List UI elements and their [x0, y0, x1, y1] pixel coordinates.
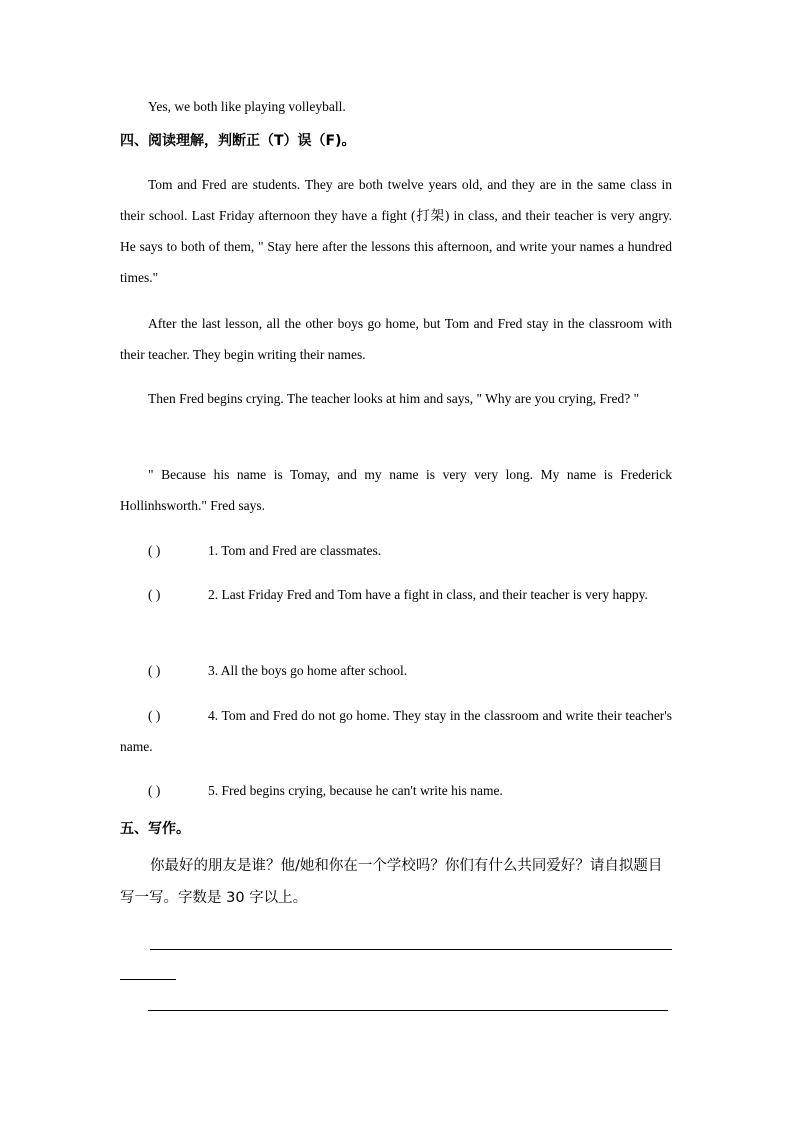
- question-4: [120, 700, 672, 762]
- question-3-text: 3. All the boys go home after school.: [208, 663, 408, 678]
- question-5: [120, 775, 672, 806]
- writing-line-1[interactable]: [150, 949, 672, 950]
- section5-title: 五、写作。: [120, 821, 190, 837]
- question-4-text: 4. Tom and Fred do not go home. They stay in the classroom and write their teacher's name.: [120, 708, 672, 754]
- intro-answer: Yes, we both like playing volleyball.: [148, 99, 346, 114]
- writing-line-1-continuation[interactable]: [120, 979, 176, 980]
- section4-title: 四、阅读理解，判断正（T）误（F)。: [120, 133, 356, 149]
- passage-paragraph-1: Tom and Fred are students. They are both twelve years old, and they are in the same class in their school. Last Friday afternoon they have a fight (打架) in class, and their teacher is very angry. He says to both of them, " Stay here after the lessons this afternoon, and write your names a hundred times.": [120, 177, 672, 285]
- answer-blank-2[interactable]: ( ): [148, 587, 161, 602]
- writing-line-2[interactable]: [148, 1010, 668, 1011]
- passage-paragraph-3: Then Fred begins crying. The teacher looks at him and says, " Why are you crying, Fred? ": [148, 391, 640, 406]
- question-2-text: 2. Last Friday Fred and Tom have a fight in class, and their teacher is very happy.: [208, 587, 648, 602]
- question-1-text: 1. Tom and Fred are classmates.: [208, 543, 382, 558]
- answer-blank-1[interactable]: ( ): [148, 543, 161, 558]
- answer-blank-4[interactable]: ( ): [148, 708, 161, 723]
- question-2: [120, 579, 672, 610]
- passage-paragraph-4: " Because his name is Tomay, and my name is very very long. My name is Frederick Hollinhsworth." Fred says.: [120, 467, 672, 513]
- answer-blank-3[interactable]: ( ): [148, 663, 161, 678]
- answer-blank-5[interactable]: ( ): [148, 783, 161, 798]
- question-1: [120, 535, 672, 566]
- question-5-text: 5. Fred begins crying, because he can't write his name.: [208, 783, 503, 798]
- writing-prompt: 你最好的朋友是谁？他/她和你在一个学校吗？你们有什么共同爱好？请自拟题目写一写。字数是 30 字以上。: [120, 858, 663, 906]
- question-3: [120, 655, 672, 686]
- passage-paragraph-2: After the last lesson, all the other boys go home, but Tom and Fred stay in the classroom with their teacher. They begin writing their names.: [120, 316, 672, 362]
